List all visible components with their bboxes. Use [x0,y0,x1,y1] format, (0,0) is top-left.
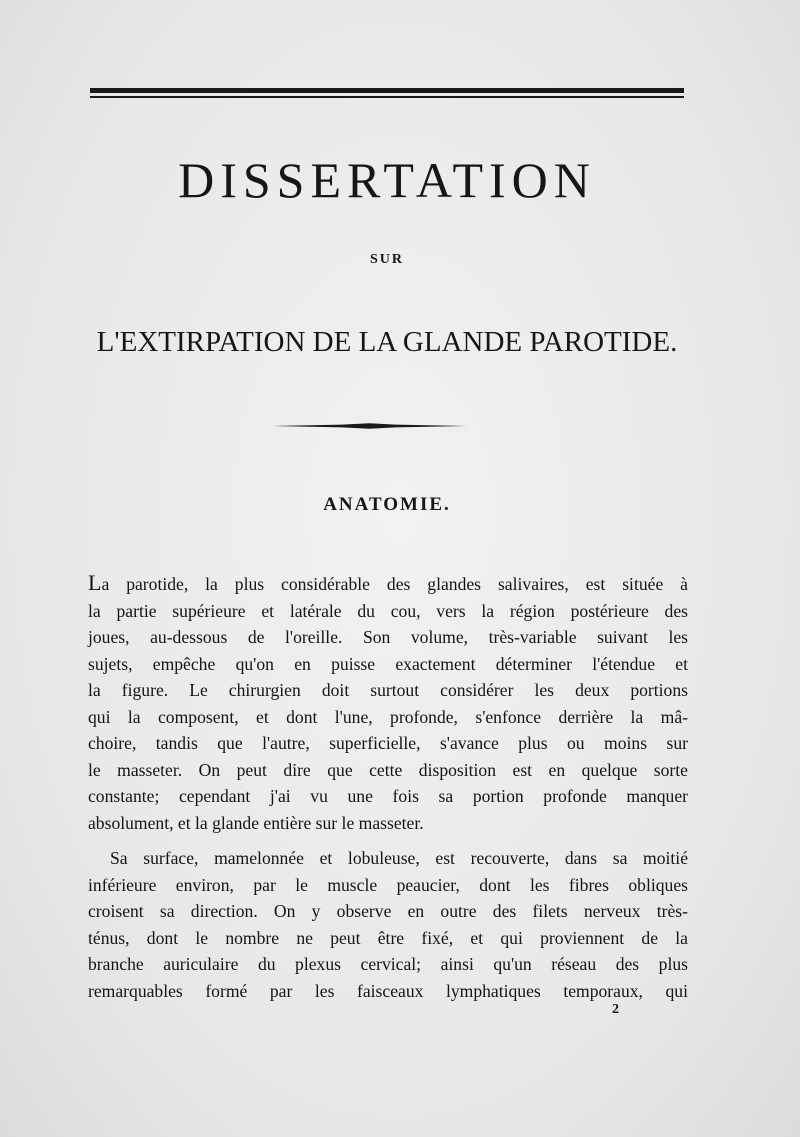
title-connector: SUR [369,252,404,267]
text-line: Sa surface, mamelonnée et lobuleuse, est recouverte, dans sa moitié [110,848,688,868]
paragraph-1 [88,570,688,836]
text-line: choire, tandis que l'autre, superficielle, s'avance plus ou moins sur [88,733,688,753]
text-line: qui la composent, et dont l'une, profonde, s'enfonce derrière la mâ- [88,706,688,727]
text-line: absolument, et la glande entière sur le masseter. [88,812,424,833]
document-subtitle: L'EXTIRPATION DE LA GLANDE PAROTIDE. [96,326,678,358]
text-line: ténus, dont le nombre ne peut être fixé, et qui proviennent de la [88,927,688,948]
text-line: sujets, empêche qu'on en puisse exactement déterminer l'étendue et [88,653,688,674]
text-line: constante; cependant j'ai vu une fois sa portion profonde manquer [88,786,688,806]
text-line: joues, au-dessous de l'oreille. Son volume, très-variable suivant les [88,627,688,647]
text-line: la partie supérieure et latérale du cou, vers la région postérieure des [88,600,688,621]
text-line: la figure. Le chirurgien doit surtout considérer les deux portions [88,680,688,700]
first-line-rest: a parotide, la plus considérable des glandes salivaires, est située à [101,574,688,594]
header-double-rule [90,88,684,98]
text-line: inférieure environ, par le muscle peaucier, dont les fibres obliques [88,874,688,895]
text-line [88,570,688,598]
paragraph-2 [88,845,688,1004]
text-line: branche auriculaire du plexus cervical; ainsi qu'un réseau des plus [88,954,688,974]
body-text [88,570,688,1004]
text-line: croisent sa direction. On y observe en outre des filets nerveux très- [88,901,688,921]
text-line: le masseter. On peut dire que cette disposition est en quelque sorte [88,759,688,780]
section-heading: ANATOMIE. [323,494,451,515]
text-line: remarquables formé par les faisceaux lymphatiques temporaux, qui [88,980,688,1001]
page-number: 2 [612,1002,619,1017]
header-rule-thick [90,88,684,93]
ornamental-rule [272,422,467,430]
document-title: DISSERTATION [178,152,596,208]
header-rule-thin [90,96,684,98]
drop-initial: L [88,570,102,595]
paragraph-gap [88,836,688,845]
